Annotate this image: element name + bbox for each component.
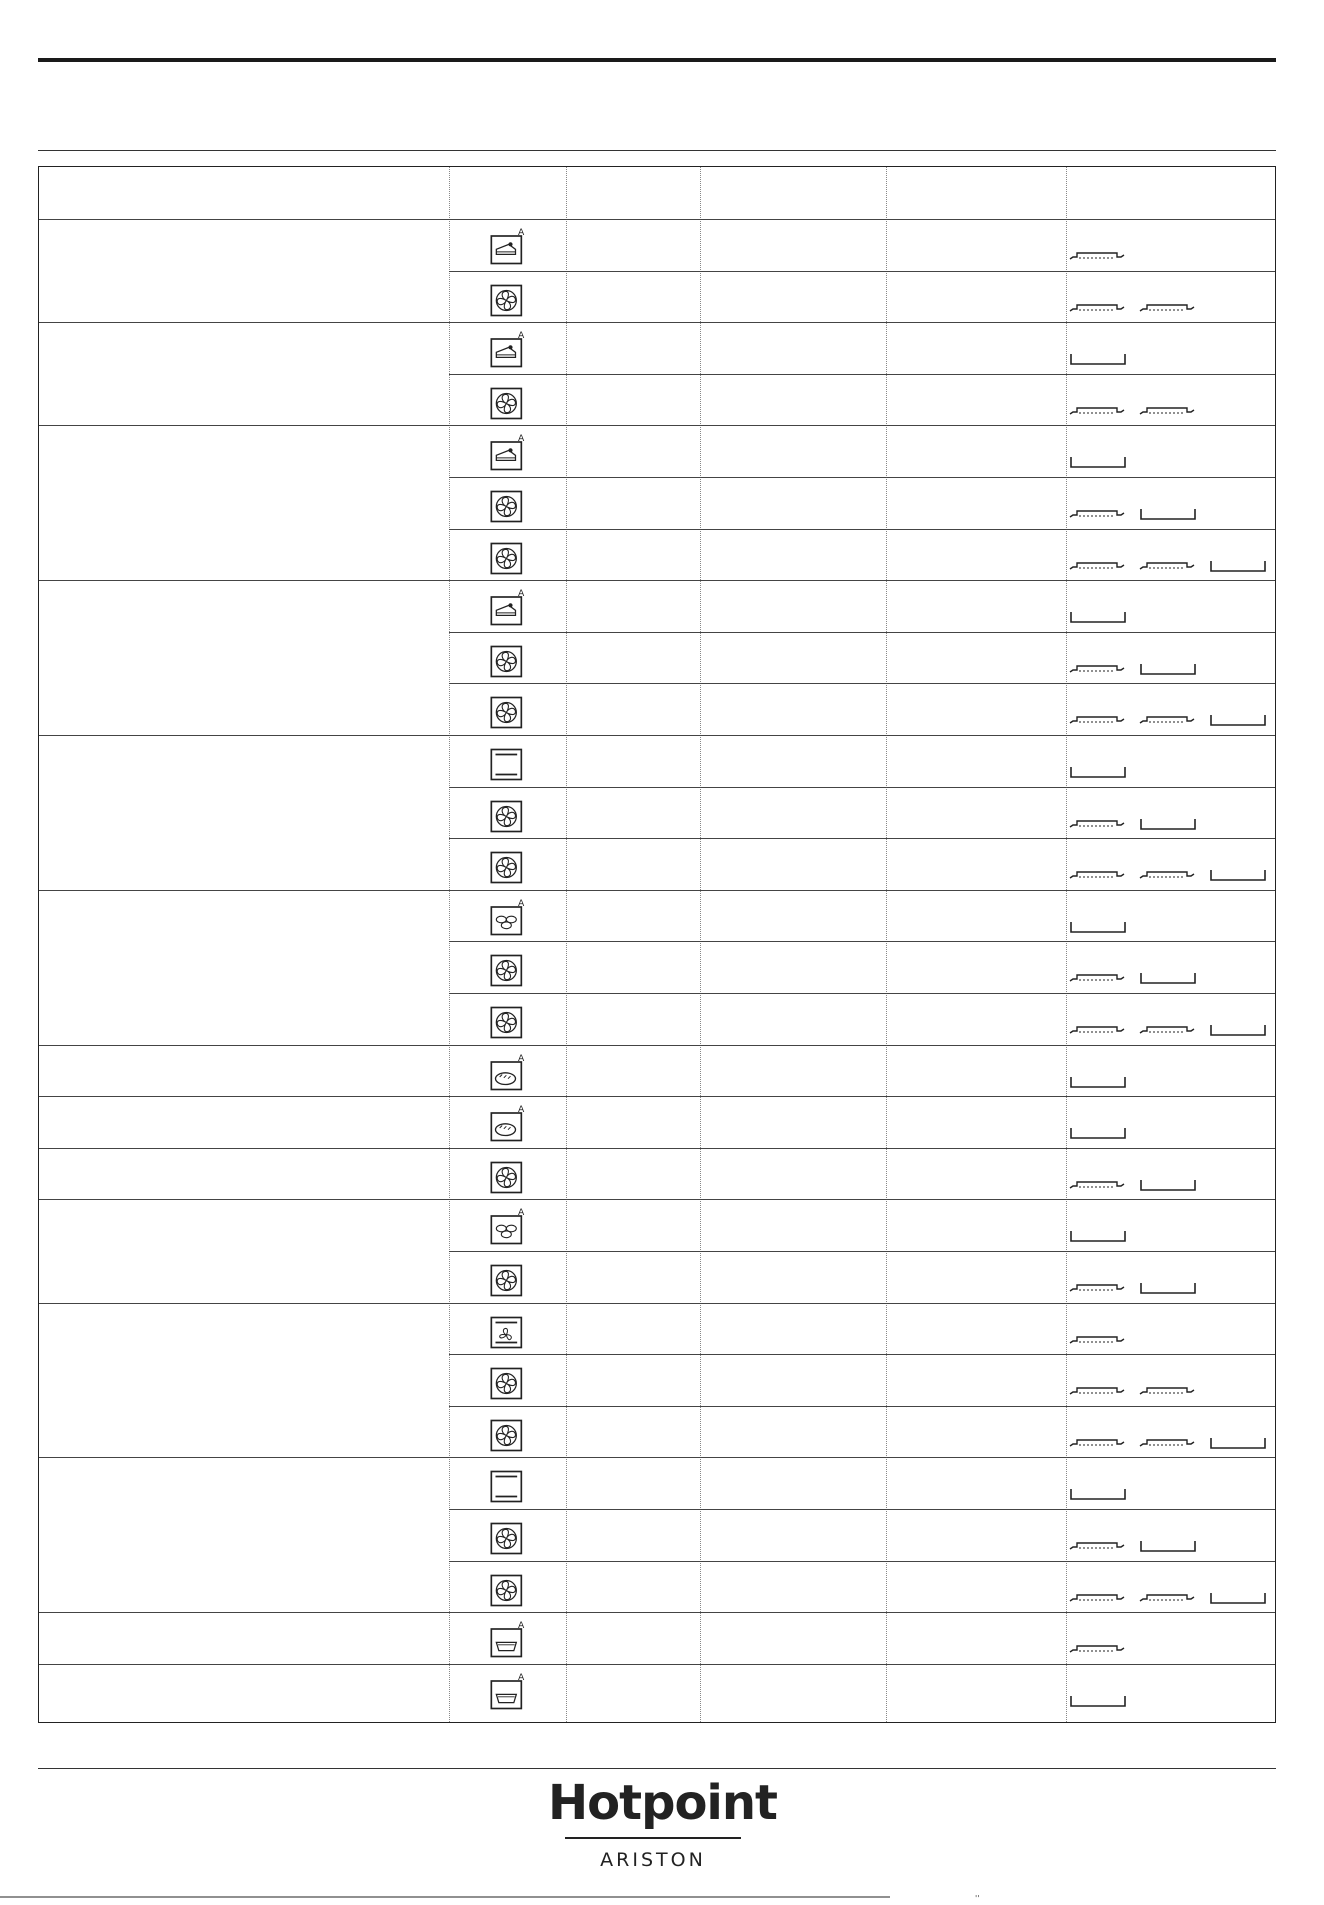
wire-shelf-icon [1069,712,1127,728]
cooking-table [38,166,1276,1723]
wire-shelf-icon [1069,867,1127,883]
svg-text:'': '' [975,1895,980,1903]
convection-icon [487,1310,525,1348]
baking-tray-icon [1139,1538,1197,1554]
group-divider [39,322,1275,323]
wire-shelf-icon [1069,300,1127,316]
fan-icon [487,278,525,316]
row-divider [449,632,1275,633]
baking-tray-icon [1209,712,1267,728]
row-divider [449,941,1275,942]
wire-shelf-icon [1069,403,1127,419]
svg-text:A: A [518,1052,525,1064]
cake-icon [487,226,525,264]
fan-icon [487,484,525,522]
baking-tray-icon [1069,764,1127,780]
fan-icon [487,1516,525,1554]
svg-text:A: A [518,588,525,600]
group-divider [39,1096,1275,1097]
group-divider [39,735,1275,736]
baking-tray-icon [1069,1228,1127,1244]
fan-icon [487,1000,525,1038]
baking-tray-icon [1139,816,1197,832]
header-rule [38,150,1276,151]
baking-tray-icon [1209,1590,1267,1606]
row-divider [449,477,1275,478]
baking-tray-icon [1139,506,1197,522]
baking-tray-icon [1209,1022,1267,1038]
group-divider [39,890,1275,891]
wire-shelf-icon [1069,1641,1127,1657]
brand-name: Hotpoint [548,1775,777,1831]
baking-tray-icon [1069,454,1127,470]
footer-line [0,1895,1324,1905]
cookies-icon [487,1206,525,1244]
column-divider [449,167,450,1722]
row-divider [449,787,1275,788]
row-divider [449,374,1275,375]
brand-sub: ARISTON [600,1849,706,1871]
logo-divider [565,1837,741,1839]
row-divider [449,683,1275,684]
baking-tray-icon [1139,1177,1197,1193]
group-divider [39,1303,1275,1304]
baking-tray-icon [1069,1074,1127,1090]
hotpoint-ariston-logo [548,1775,777,1871]
baking-tray-icon [1139,970,1197,986]
svg-text:A: A [518,1620,525,1632]
wire-shelf-icon [1139,1435,1197,1451]
wire-shelf-icon [1069,1332,1127,1348]
row-divider [449,838,1275,839]
row-divider [449,993,1275,994]
wire-shelf-icon [1069,558,1127,574]
baking-tray-icon [1069,1486,1127,1502]
wire-shelf-icon [1139,1590,1197,1606]
svg-text:A: A [518,1207,525,1219]
svg-text:A: A [518,1104,525,1116]
fan-icon [487,845,525,883]
wire-shelf-icon [1069,1280,1127,1296]
svg-text:A: A [518,330,525,342]
wire-shelf-icon [1139,300,1197,316]
group-divider [39,580,1275,581]
wire-shelf-icon [1069,661,1127,677]
baking-tray-icon [1139,661,1197,677]
group-divider [39,1045,1275,1046]
header-row-divider [39,219,1275,220]
wire-shelf-icon [1069,816,1127,832]
wire-shelf-icon [1139,403,1197,419]
wire-shelf-icon [1069,1590,1127,1606]
baking-tray-icon [1069,351,1127,367]
group-divider [39,425,1275,426]
fan-icon [487,690,525,728]
wire-shelf-icon [1069,1022,1127,1038]
fan-icon [487,381,525,419]
wire-shelf-icon [1139,712,1197,728]
baking-tray-icon [1209,867,1267,883]
svg-text:A: A [518,1671,525,1683]
wire-shelf-icon [1069,506,1127,522]
fan-icon [487,1568,525,1606]
fan-icon [487,948,525,986]
column-divider [700,167,701,1722]
baking-tray-icon [1069,1693,1127,1709]
fan-icon [487,794,525,832]
pie-icon [487,1671,525,1709]
column-divider [1066,167,1067,1722]
static-heat-icon [487,742,525,780]
group-divider [39,1148,1275,1149]
fan-icon [487,1361,525,1399]
pie-icon [487,1619,525,1657]
fan-icon [487,536,525,574]
footer-rule [38,1768,1276,1769]
cake-icon [487,329,525,367]
cake-icon [487,587,525,625]
wire-shelf-icon [1069,1177,1127,1193]
bread-icon [487,1103,525,1141]
fan-icon [487,1155,525,1193]
cake-icon [487,432,525,470]
row-divider [449,1406,1275,1407]
baking-tray-icon [1069,919,1127,935]
static-heat-icon [487,1464,525,1502]
wire-shelf-icon [1069,248,1127,264]
svg-text:A: A [518,897,525,909]
wire-shelf-icon [1139,1383,1197,1399]
baking-tray-icon [1209,1435,1267,1451]
fan-icon [487,1258,525,1296]
wire-shelf-icon [1139,558,1197,574]
bread-icon [487,1052,525,1090]
row-divider [449,1509,1275,1510]
cookies-icon [487,897,525,935]
group-divider [39,1457,1275,1458]
baking-tray-icon [1209,558,1267,574]
fan-icon [487,1413,525,1451]
column-divider [886,167,887,1722]
top-rule [38,58,1276,62]
wire-shelf-icon [1139,867,1197,883]
baking-tray-icon [1139,1280,1197,1296]
wire-shelf-icon [1069,1383,1127,1399]
wire-shelf-icon [1139,1022,1197,1038]
svg-text:A: A [518,227,525,239]
group-divider [39,1664,1275,1665]
row-divider [449,1251,1275,1252]
row-divider [449,271,1275,272]
group-divider [39,1199,1275,1200]
svg-text:A: A [518,433,525,445]
wire-shelf-icon [1069,1435,1127,1451]
row-divider [449,529,1275,530]
wire-shelf-icon [1069,1538,1127,1554]
group-divider [39,1612,1275,1613]
column-divider [566,167,567,1722]
row-divider [449,1354,1275,1355]
row-divider [449,1561,1275,1562]
wire-shelf-icon [1069,970,1127,986]
baking-tray-icon [1069,609,1127,625]
fan-icon [487,639,525,677]
baking-tray-icon [1069,1125,1127,1141]
